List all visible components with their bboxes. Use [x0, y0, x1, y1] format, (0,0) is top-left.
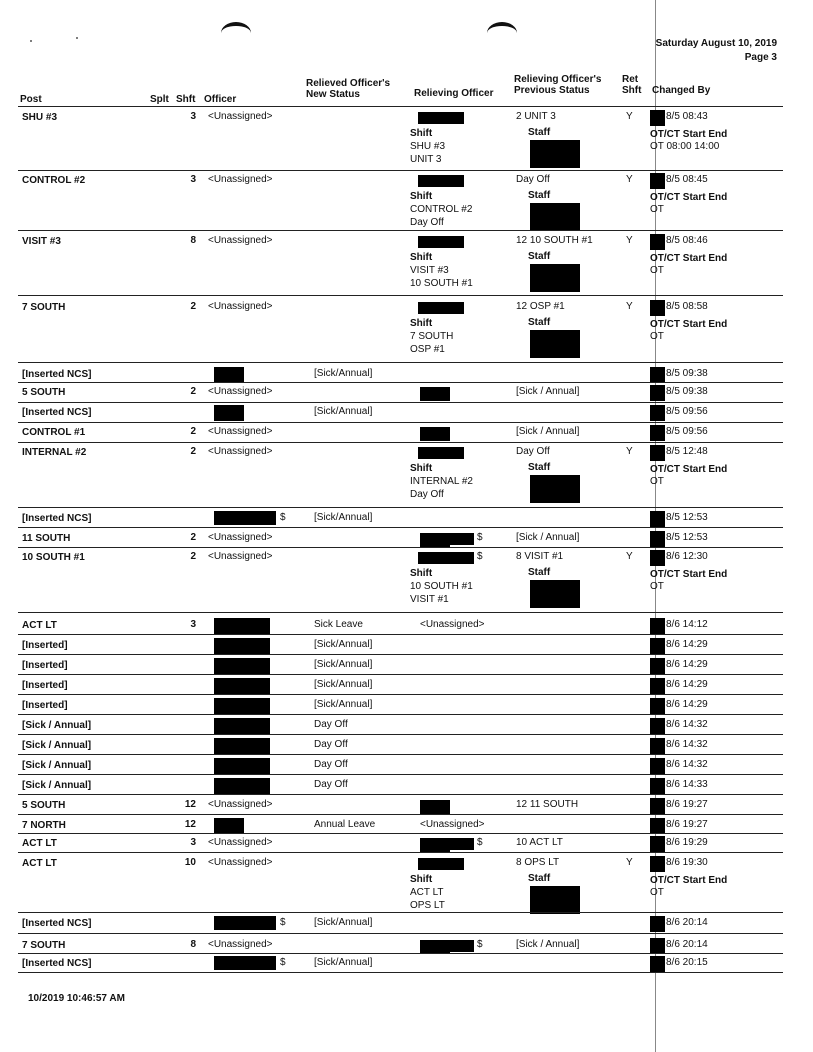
header-rule — [18, 106, 783, 107]
row-shift: 3 — [190, 619, 196, 630]
row-post: CONTROL #2 — [22, 175, 86, 186]
report-date: Saturday August 10, 2019 — [655, 38, 777, 49]
redaction-block — [214, 367, 244, 383]
row-relieving-detail: SHU #3 — [410, 141, 446, 152]
row-ret-shift: Y — [626, 551, 633, 562]
redaction-block — [214, 698, 270, 714]
redaction-block — [650, 836, 665, 852]
row-relieving-shift-label: Shift — [410, 252, 433, 263]
row-rule — [18, 814, 783, 815]
row-officer: <Unassigned> — [208, 111, 273, 122]
scan-speck — [30, 40, 32, 42]
row-changed-by: 8/6 19:30 — [666, 857, 708, 868]
row-relieved-status: [Sick/Annual] — [314, 406, 373, 417]
redaction-block — [650, 385, 665, 401]
row-prev-staff-label: Staff — [528, 567, 551, 578]
row-relieving-detail: 10 SOUTH #1 — [410, 581, 473, 592]
row-post: [Inserted NCS] — [22, 513, 92, 524]
redaction-block — [650, 916, 665, 932]
row-relieving-officer: <Unassigned> — [420, 619, 485, 630]
row-changed-by: 8/6 20:14 — [666, 917, 708, 928]
row-rule — [18, 422, 783, 423]
redaction-block — [214, 405, 244, 421]
row-ot-detail: OT — [650, 476, 664, 487]
row-officer: <Unassigned> — [208, 857, 273, 868]
redaction-block — [650, 778, 665, 794]
row-relieving-officer: <Unassigned> — [420, 819, 485, 830]
redaction-block — [650, 445, 665, 461]
row-post: [Inserted NCS] — [22, 918, 92, 929]
row-relieving-shift-label: Shift — [410, 318, 433, 329]
row-rule — [18, 953, 783, 954]
row-rule — [18, 654, 783, 655]
row-rule — [18, 362, 783, 363]
row-changed-by: 8/5 08:45 — [666, 174, 708, 185]
row-prev-status: 12 OSP #1 — [516, 301, 565, 312]
row-rule — [18, 527, 783, 528]
row-prev-status: 12 11 SOUTH — [516, 799, 579, 810]
row-changed-by: 8/6 20:14 — [666, 939, 708, 950]
redaction-block — [214, 678, 270, 694]
row-prev-status: Day Off — [516, 174, 550, 185]
row-changed-by: 8/6 14:32 — [666, 759, 708, 770]
col-relieved-status: Relieved Officer's New Status — [306, 78, 391, 100]
row-rule — [18, 507, 783, 508]
row-relieving-detail: CONTROL #2 — [410, 204, 473, 215]
row-changed-by: 8/5 09:38 — [666, 386, 708, 397]
row-relieved-status: Day Off — [314, 779, 348, 790]
redaction-block — [650, 956, 665, 972]
redaction-block — [418, 302, 464, 314]
row-ret-shift: Y — [626, 235, 633, 246]
row-post: 7 SOUTH — [22, 940, 66, 951]
row-relieved-status: Day Off — [314, 759, 348, 770]
row-post: 7 NORTH — [22, 820, 66, 831]
redaction-block — [650, 173, 665, 189]
redaction-block — [214, 916, 276, 930]
row-shift: 10 — [184, 857, 196, 868]
col-shft: Shft — [176, 94, 196, 105]
row-prev-staff-label: Staff — [528, 190, 551, 201]
row-relieving-detail: VISIT #1 — [410, 594, 449, 605]
redaction-block — [214, 618, 270, 634]
row-changed-by: 8/6 19:27 — [666, 799, 708, 810]
col-splt: Splt — [150, 94, 169, 105]
row-officer: <Unassigned> — [208, 837, 273, 848]
row-rule — [18, 694, 783, 695]
row-ot-header: OT/CT Start End — [650, 875, 728, 886]
redaction-block — [418, 175, 464, 187]
redaction-block — [530, 886, 580, 914]
row-relieving-detail: UNIT 3 — [410, 154, 442, 165]
row-ot-header: OT/CT Start End — [650, 253, 728, 264]
row-officer: <Unassigned> — [208, 799, 273, 810]
row-relieving-detail: VISIT #3 — [410, 265, 449, 276]
row-relieving-detail: 7 SOUTH — [410, 331, 454, 342]
row-prev-staff-label: Staff — [528, 462, 551, 473]
row-changed-by: 8/5 08:46 — [666, 235, 708, 246]
row-prev-status: 2 UNIT 3 — [516, 111, 556, 122]
redaction-block — [650, 798, 665, 814]
row-ot-detail: OT — [650, 265, 664, 276]
row-changed-by: 8/6 14:33 — [666, 779, 708, 790]
redaction-block — [420, 387, 450, 401]
redaction-block — [214, 738, 270, 754]
redaction-block — [650, 638, 665, 654]
row-rule — [18, 714, 783, 715]
row-ot-detail: OT — [650, 581, 664, 592]
redaction-block — [420, 800, 450, 814]
row-prev-status: [Sick / Annual] — [516, 939, 580, 950]
row-relieving-detail: OSP #1 — [410, 344, 445, 355]
row-rule — [18, 230, 783, 231]
col-officer: Officer — [204, 94, 237, 105]
col-changed-by: Changed By — [652, 85, 711, 96]
redaction-block — [650, 511, 665, 527]
punch-hole-right — [487, 22, 517, 33]
row-post: [Sick / Annual] — [22, 780, 92, 791]
row-changed-by: 8/6 20:15 — [666, 957, 708, 968]
row-officer: <Unassigned> — [208, 386, 273, 397]
row-rule — [18, 852, 783, 853]
redaction-block — [420, 427, 450, 441]
row-relieving-shift-label: Shift — [410, 874, 433, 885]
row-prev-status: [Sick / Annual] — [516, 426, 580, 437]
col-post: Post — [20, 94, 42, 105]
row-officer-sign: $ — [280, 917, 286, 928]
row-post: [Inserted NCS] — [22, 958, 92, 969]
row-rule — [18, 774, 783, 775]
redaction-block — [214, 638, 270, 654]
redaction-block — [214, 956, 276, 970]
row-rule — [18, 933, 783, 934]
row-ot-header: OT/CT Start End — [650, 192, 728, 203]
row-relieved-status: [Sick/Annual] — [314, 659, 373, 670]
row-relieved-status: [Sick/Annual] — [314, 957, 373, 968]
row-relieving-shift-label: Shift — [410, 463, 433, 474]
row-prev-status: 8 OPS LT — [516, 857, 560, 868]
row-ot-header: OT/CT Start End — [650, 569, 728, 580]
redaction-block — [650, 550, 665, 566]
row-officer-sign: $ — [280, 512, 286, 523]
redaction-block — [214, 718, 270, 734]
row-post: 11 SOUTH — [22, 533, 71, 544]
redaction-block — [650, 531, 665, 547]
row-ot-header: OT/CT Start End — [650, 129, 728, 140]
redaction-block — [650, 405, 665, 421]
row-ret-shift: Y — [626, 301, 633, 312]
scan-speck — [76, 37, 78, 39]
row-ret-shift: Y — [626, 111, 633, 122]
row-relieving-sign: $ — [477, 532, 483, 543]
row-rule — [18, 833, 783, 834]
row-relieving-shift-label: Shift — [410, 568, 433, 579]
row-relieved-status: [Sick/Annual] — [314, 679, 373, 690]
row-rule — [18, 402, 783, 403]
row-rule — [18, 612, 783, 613]
row-changed-by: 8/6 14:12 — [666, 619, 708, 630]
redaction-block — [214, 818, 244, 834]
row-post: ACT LT — [22, 858, 57, 869]
row-shift: 8 — [190, 939, 196, 950]
row-relieving-sign: $ — [477, 551, 483, 562]
redaction-block — [214, 778, 270, 794]
redaction-block — [530, 203, 580, 231]
redaction-block — [650, 938, 665, 954]
row-shift: 12 — [184, 819, 196, 830]
row-changed-by: 8/5 12:53 — [666, 512, 708, 523]
row-prev-status: 10 ACT LT — [516, 837, 563, 848]
row-rule — [18, 295, 783, 296]
row-ot-detail: OT — [650, 204, 664, 215]
row-post: INTERNAL #2 — [22, 447, 87, 458]
row-officer: <Unassigned> — [208, 551, 273, 562]
col-relieving-officer: Relieving Officer — [414, 88, 494, 99]
row-relieving-shift-label: Shift — [410, 191, 433, 202]
row-shift: 2 — [190, 446, 196, 457]
row-post: [Inserted NCS] — [22, 407, 92, 418]
row-relieving-detail: OPS LT — [410, 900, 445, 911]
row-changed-by: 8/5 08:43 — [666, 111, 708, 122]
redaction-block — [650, 425, 665, 441]
row-rule — [18, 972, 783, 973]
row-prev-staff-label: Staff — [528, 127, 551, 138]
row-relieved-status: [Sick/Annual] — [314, 699, 373, 710]
row-changed-by: 8/6 14:29 — [666, 639, 708, 650]
redaction-block — [530, 264, 580, 292]
redaction-block — [420, 533, 474, 545]
row-ret-shift: Y — [626, 174, 633, 185]
row-shift: 3 — [190, 174, 196, 185]
redaction-block — [420, 940, 474, 952]
row-relieving-detail: Day Off — [410, 489, 444, 500]
row-changed-by: 8/6 19:29 — [666, 837, 708, 848]
row-officer: <Unassigned> — [208, 301, 273, 312]
row-relieved-status: Sick Leave — [314, 619, 363, 630]
row-officer: <Unassigned> — [208, 235, 273, 246]
row-rule — [18, 794, 783, 795]
row-changed-by: 8/6 14:32 — [666, 739, 708, 750]
row-prev-status: 12 10 SOUTH #1 — [516, 235, 593, 246]
row-relieved-status: Day Off — [314, 739, 348, 750]
row-ot-detail: OT 08:00 14:00 — [650, 141, 720, 152]
redaction-block — [650, 300, 665, 316]
redaction-block — [214, 511, 276, 525]
row-post: 7 SOUTH — [22, 302, 66, 313]
col-ret-shft: Ret Shft — [622, 74, 642, 96]
redaction-block — [420, 838, 474, 850]
row-prev-staff-label: Staff — [528, 873, 551, 884]
row-changed-by: 8/6 14:29 — [666, 699, 708, 710]
row-ot-detail: OT — [650, 887, 664, 898]
redaction-block — [650, 698, 665, 714]
row-relieved-status: [Sick/Annual] — [314, 368, 373, 379]
row-post: [Sick / Annual] — [22, 720, 92, 731]
row-changed-by: 8/6 12:30 — [666, 551, 708, 562]
row-relieved-status: [Sick/Annual] — [314, 917, 373, 928]
redaction-block — [650, 758, 665, 774]
redaction-block — [418, 447, 464, 459]
row-post: ACT LT — [22, 838, 57, 849]
redaction-block — [650, 110, 665, 126]
row-shift: 2 — [190, 386, 196, 397]
row-rule — [18, 734, 783, 735]
row-post: [Sick / Annual] — [22, 740, 92, 751]
row-changed-by: 8/5 08:58 — [666, 301, 708, 312]
redaction-block — [418, 236, 464, 248]
row-relieving-detail: ACT LT — [410, 887, 444, 898]
redaction-block — [650, 658, 665, 674]
row-relieved-status: [Sick/Annual] — [314, 639, 373, 650]
row-ret-shift: Y — [626, 857, 633, 868]
row-post: [Inserted] — [22, 680, 68, 691]
row-post: 10 SOUTH #1 — [22, 552, 85, 563]
row-changed-by: 8/6 14:32 — [666, 719, 708, 730]
redaction-block — [420, 552, 474, 564]
row-changed-by: 8/5 12:48 — [666, 446, 708, 457]
redaction-block — [650, 234, 665, 250]
row-ret-shift: Y — [626, 446, 633, 457]
row-prev-status: [Sick / Annual] — [516, 386, 580, 397]
row-officer: <Unassigned> — [208, 174, 273, 185]
row-post: VISIT #3 — [22, 236, 61, 247]
row-relieved-status: Annual Leave — [314, 819, 376, 830]
row-officer: <Unassigned> — [208, 532, 273, 543]
row-shift: 3 — [190, 837, 196, 848]
row-officer: <Unassigned> — [208, 446, 273, 457]
row-shift: 2 — [190, 426, 196, 437]
redaction-block — [650, 678, 665, 694]
row-relieving-sign: $ — [477, 939, 483, 950]
row-post: ACT LT — [22, 620, 57, 631]
row-ot-detail: OT — [650, 331, 664, 342]
row-changed-by: 8/6 14:29 — [666, 679, 708, 690]
redaction-block — [418, 112, 464, 124]
redaction-block — [650, 718, 665, 734]
row-shift: 2 — [190, 551, 196, 562]
row-shift: 2 — [190, 301, 196, 312]
row-post: [Inserted] — [22, 660, 68, 671]
punch-hole-left — [221, 22, 251, 33]
row-rule — [18, 547, 783, 548]
redaction-block — [650, 367, 665, 383]
row-rule — [18, 170, 783, 171]
redaction-block — [530, 140, 580, 168]
row-changed-by: 8/5 09:38 — [666, 368, 708, 379]
row-changed-by: 8/5 12:53 — [666, 532, 708, 543]
redaction-block — [214, 758, 270, 774]
row-relieved-status: Day Off — [314, 719, 348, 730]
page-number: Page 3 — [744, 52, 777, 63]
redaction-block — [650, 818, 665, 834]
row-prev-status: [Sick / Annual] — [516, 532, 580, 543]
row-post: [Sick / Annual] — [22, 760, 92, 771]
row-officer: <Unassigned> — [208, 939, 273, 950]
row-prev-status: Day Off — [516, 446, 550, 457]
redaction-block — [650, 738, 665, 754]
row-shift: 3 — [190, 111, 196, 122]
row-prev-status: 8 VISIT #1 — [516, 551, 564, 562]
row-relieved-status: [Sick/Annual] — [314, 512, 373, 523]
row-rule — [18, 754, 783, 755]
print-timestamp: 10/2019 10:46:57 AM — [28, 993, 125, 1004]
row-prev-staff-label: Staff — [528, 251, 551, 262]
row-officer-sign: $ — [280, 957, 286, 968]
row-ot-header: OT/CT Start End — [650, 319, 728, 330]
row-relieving-detail: Day Off — [410, 217, 444, 228]
row-shift: 2 — [190, 532, 196, 543]
row-relieving-shift-label: Shift — [410, 128, 433, 139]
row-rule — [18, 912, 783, 913]
row-shift: 8 — [190, 235, 196, 246]
row-rule — [18, 674, 783, 675]
row-relieving-detail: 10 SOUTH #1 — [410, 278, 473, 289]
row-post: 5 SOUTH — [22, 800, 66, 811]
redaction-block — [530, 580, 580, 608]
redaction-block — [530, 475, 580, 503]
row-prev-staff-label: Staff — [528, 317, 551, 328]
row-post: CONTROL #1 — [22, 427, 86, 438]
row-relieving-sign: $ — [477, 837, 483, 848]
row-changed-by: 8/5 09:56 — [666, 426, 708, 437]
row-changed-by: 8/6 19:27 — [666, 819, 708, 830]
row-relieving-detail: INTERNAL #2 — [410, 476, 473, 487]
row-officer: <Unassigned> — [208, 426, 273, 437]
row-post: 5 SOUTH — [22, 387, 66, 398]
row-changed-by: 8/6 14:29 — [666, 659, 708, 670]
redaction-block — [530, 330, 580, 358]
row-rule — [18, 382, 783, 383]
row-post: [Inserted] — [22, 640, 68, 651]
row-shift: 12 — [184, 799, 196, 810]
row-post: SHU #3 — [22, 112, 58, 123]
row-post: [Inserted NCS] — [22, 369, 92, 380]
col-relieving-prev-status: Relieving Officer's Previous Status — [514, 74, 602, 96]
row-changed-by: 8/5 09:56 — [666, 406, 708, 417]
row-post: [Inserted] — [22, 700, 68, 711]
redaction-block — [214, 658, 270, 674]
row-rule — [18, 442, 783, 443]
redaction-block — [650, 618, 665, 634]
redaction-block — [650, 856, 665, 872]
redaction-block — [418, 858, 464, 870]
row-ot-header: OT/CT Start End — [650, 464, 728, 475]
row-rule — [18, 634, 783, 635]
